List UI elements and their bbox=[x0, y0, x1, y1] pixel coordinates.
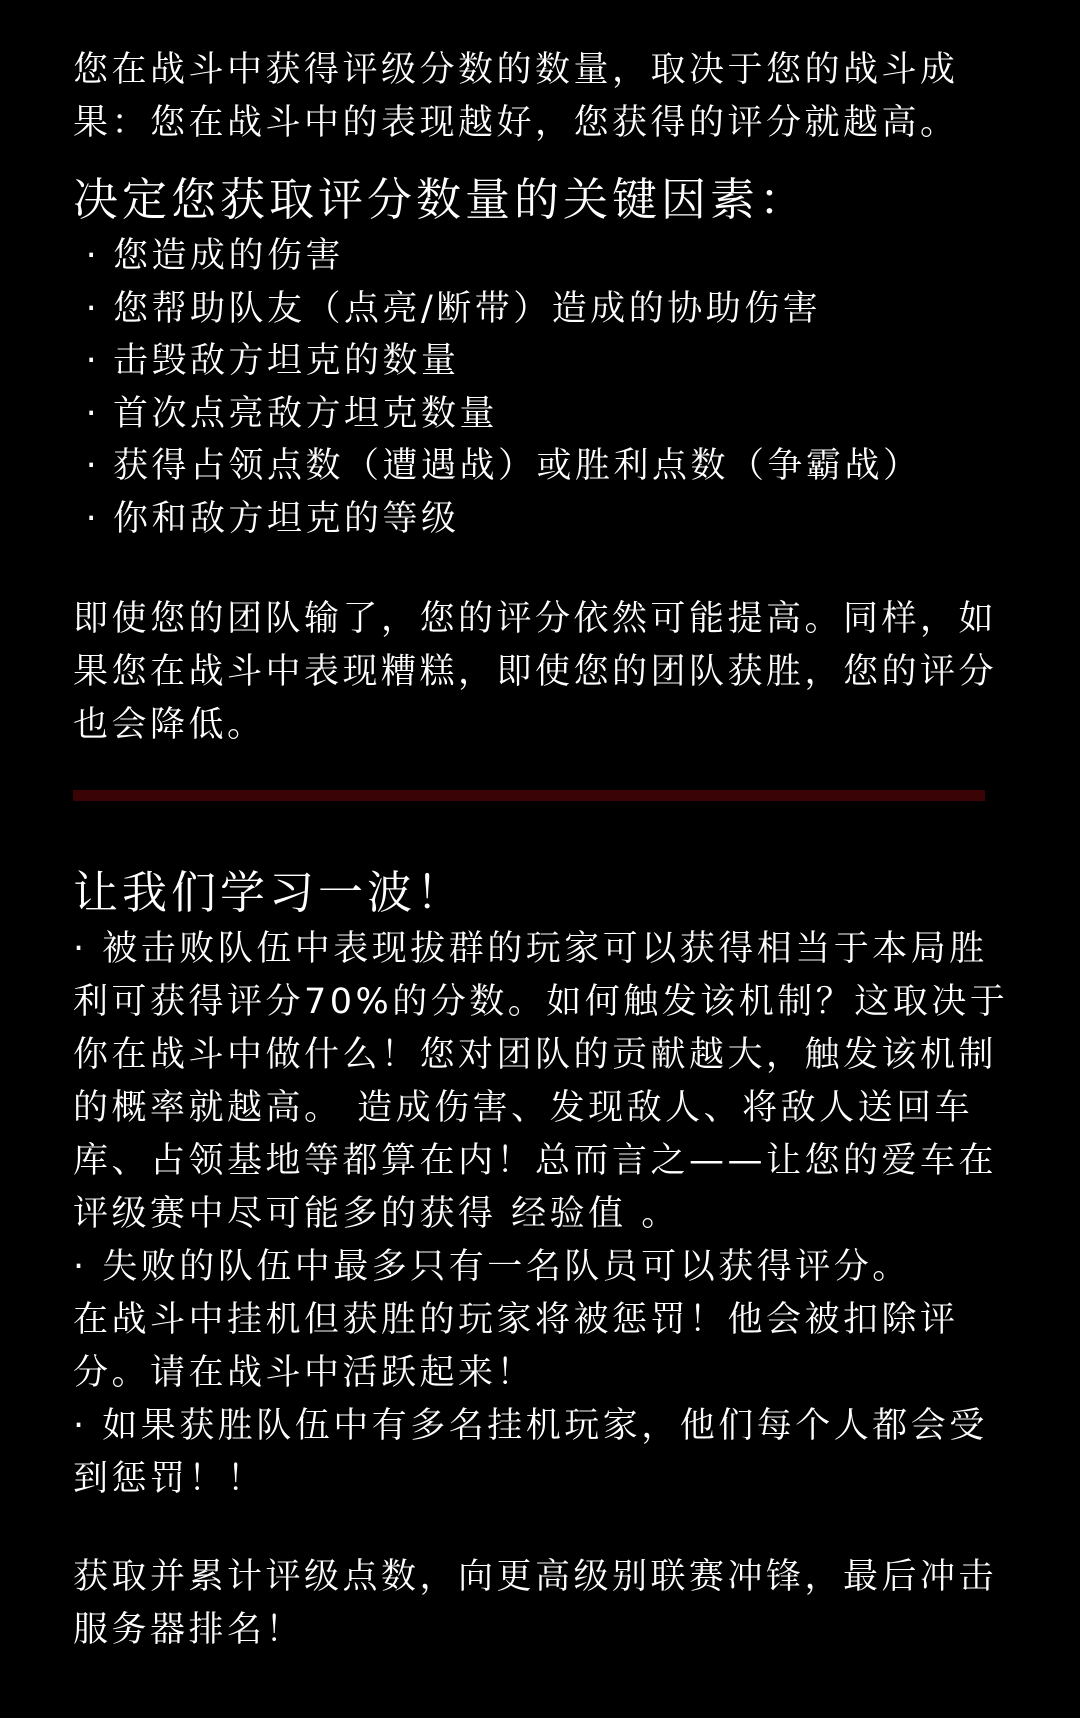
list-item-text: 您帮助队友（点亮/断带）造成的协助伤害 bbox=[113, 288, 822, 329]
factors-list bbox=[73, 230, 1018, 545]
list-item-text: 击毁敌方坦克的数量 bbox=[113, 341, 460, 381]
bullet-icon: · bbox=[85, 446, 101, 486]
learn-paragraph-1: · 被击败队伍中表现拔群的玩家可以获得相当于本局胜利可获得评分70%的分数。如何触发该机制？这取决于你在战斗中做什么！您对团队的贡献越大，触发该机制的概率就越高。 造成伤害、发现敌人、将敌人送回车库、占领基地等都算在内！总而言之——让您的爱车在评级赛中尽可能多的获得 经验值 。 bbox=[73, 929, 1009, 1234]
list-item-text: 首次点亮敌方坦克数量 bbox=[113, 393, 499, 434]
bullet-icon: · bbox=[85, 341, 101, 381]
section-divider bbox=[73, 790, 985, 801]
learn-paragraph-4: · 如果获胜队伍中有多名挂机玩家，他们每个人都会受到惩罚！！ bbox=[73, 1406, 988, 1499]
intro-paragraph: 您在战斗中获得评级分数的数量，取决于您的战斗成果：您在战斗中的表现越好，您获得的评分就越高。 bbox=[73, 50, 959, 143]
bullet-icon: · bbox=[85, 498, 101, 539]
list-item bbox=[73, 493, 1018, 546]
learn-heading: 让我们学习一波！ bbox=[73, 866, 466, 919]
list-item bbox=[73, 335, 1018, 388]
list-item bbox=[73, 230, 1018, 283]
learn-paragraph-3: 在战斗中挂机但获胜的玩家将被惩罚！他会被扣除评分。请在战斗中活跃起来！ bbox=[73, 1300, 959, 1393]
bullet-icon: · bbox=[85, 236, 101, 276]
bullet-icon: · bbox=[85, 288, 101, 329]
closing-paragraph: 获取并累计评级点数，向更高级别联赛冲锋，最后冲击服务器排名！ bbox=[73, 1557, 998, 1650]
list-item-text: 获得占领点数（遭遇战）或胜利点数（争霸战） bbox=[113, 446, 922, 486]
list-item bbox=[73, 283, 1018, 336]
list-item bbox=[73, 440, 1018, 493]
factors-heading: 决定您获取评分数量的关键因素： bbox=[73, 173, 809, 226]
bullet-icon: · bbox=[85, 393, 101, 434]
learn-paragraph-2: · 失败的队伍中最多只有一名队员可以获得评分。 bbox=[73, 1247, 911, 1287]
list-item-text: 你和敌方坦克的等级 bbox=[113, 498, 460, 539]
list-item bbox=[73, 388, 1018, 441]
list-item-text: 您造成的伤害 bbox=[113, 236, 345, 276]
note-paragraph: 即使您的团队输了，您的评分依然可能提高。同样，如果您在战斗中表现糟糕，即使您的团队获胜，您的评分也会降低。 bbox=[73, 599, 998, 745]
